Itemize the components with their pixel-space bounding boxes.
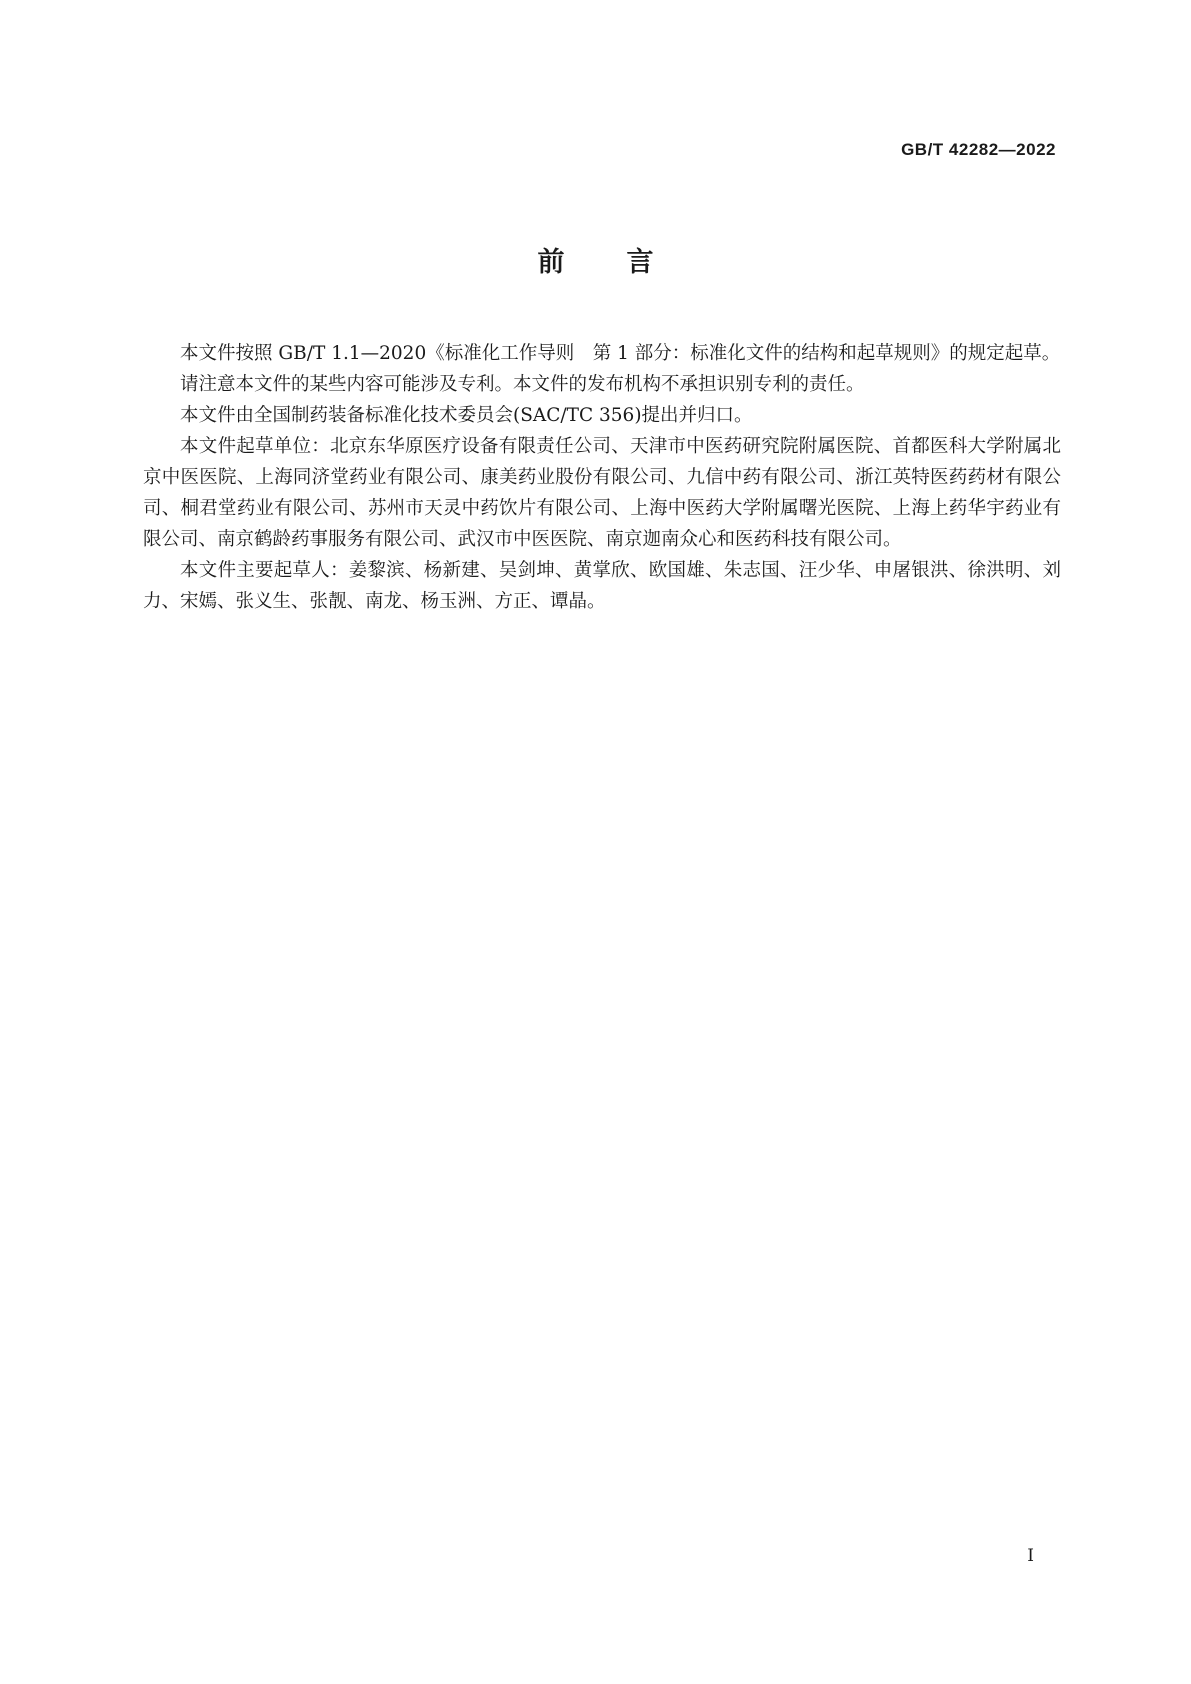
paragraph-drafting-units: 本文件起草单位：北京东华原医疗设备有限责任公司、天津市中医药研究院附属医院、首都医科大学附属北京中医医院、上海同济堂药业有限公司、康美药业股份有限公司、九信中药有限公司、浙江英特医药药材有限公司、桐君堂药业有限公司、苏州市天灵中药饮片有限公司、上海中医药大学附属曙光医院、上海上药华宇药业有限公司、南京鹤龄药事服务有限公司、武汉市中医医院、南京迦南众心和医药科技有限公司。: [143, 436, 1061, 550]
paragraph-drafters: 本文件主要起草人：姜黎滨、杨新建、吴剑坤、黄掌欣、欧国雄、朱志国、汪少华、申屠银洪、徐洪明、刘力、宋嫣、张义生、张靓、南龙、杨玉洲、方正、谭晶。: [143, 560, 1061, 612]
paragraph-committee: 本文件由全国制药装备标准化技术委员会(SAC/TC 356)提出并归口。: [180, 405, 753, 426]
page-number: I: [1027, 1546, 1034, 1566]
standard-number: GB/T 42282—2022: [901, 140, 1056, 159]
paragraph-drafting-rules: 本文件按照 GB/T 1.1—2020《标准化工作导则 第 1 部分：标准化文件的结构和起草规则》的规定起草。: [180, 343, 1061, 364]
page-title: 前言: [537, 247, 716, 278]
foreword-body: [143, 338, 1061, 617]
paragraph-patent-notice: 请注意本文件的某些内容可能涉及专利。本文件的发布机构不承担识别专利的责任。: [180, 374, 865, 395]
